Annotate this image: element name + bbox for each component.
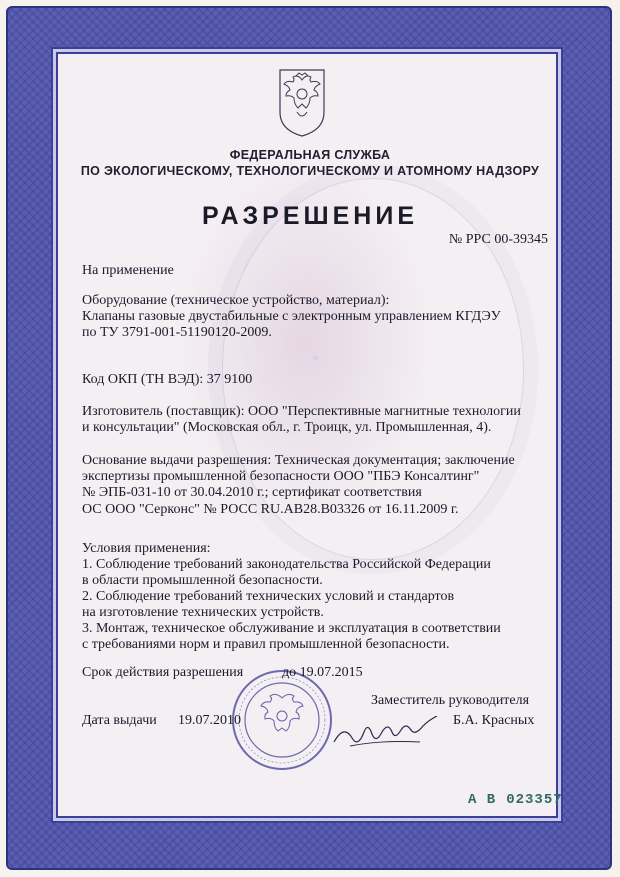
manufacturer-line: Изготовитель (поставщик): ООО "Перспективные магнитные технологии [82, 404, 521, 419]
validity-period [82, 665, 363, 681]
validity-value: до 19.07.2015 [282, 665, 363, 680]
basis-line: ОС ООО "Серконс" № РОСС RU.AB28.B03326 от 16.11.2009 г. [82, 502, 459, 517]
conditions-title: Условия применения: [82, 541, 211, 556]
equipment-line: Клапаны газовые двустабильные с электронным управлением КГДЭУ [82, 309, 501, 324]
condition-line: 1. Соблюдение требований законодательства Российской Федерации [82, 557, 491, 572]
equipment-line: по ТУ 3791-001-51190120-2009. [82, 325, 272, 340]
coat-of-arms-emblem-icon [277, 66, 327, 138]
signer-name: Б.А. Красных [453, 713, 535, 728]
equipment-label: Оборудование (техническое устройство, материал): [82, 293, 390, 308]
validity-label: Срок действия разрешения [82, 665, 244, 680]
serial-series: А В [468, 792, 497, 808]
okp-code: Код ОКП (ТН ВЭД): 37 9100 [82, 372, 253, 387]
purpose-text: На применение [82, 263, 174, 278]
basis-line: экспертизы промышленной безопасности ООО "ПБЭ Консалтинг" [82, 469, 480, 484]
agency-name-line1: ФЕДЕРАЛЬНАЯ СЛУЖБА [229, 148, 391, 162]
basis-line: Основание выдачи разрешения: Техническая документация; заключение [82, 453, 515, 468]
signature [330, 716, 450, 756]
condition-line: на изготовление технических устройств. [82, 605, 324, 620]
issue-date-value: 19.07.2010 [178, 713, 241, 728]
serial-value: 023357 [506, 792, 563, 808]
basis-line: № ЭПБ-031-10 от 30.04.2010 г.; сертификат соответствия [82, 485, 422, 500]
agency-name-line2: ПО ЭКОЛОГИЧЕСКОМУ, ТЕХНОЛОГИЧЕСКОМУ И АТОМНОМУ НАДЗОРУ [80, 164, 540, 178]
signer-title: Заместитель руководителя [371, 693, 530, 708]
issue-date [82, 713, 241, 729]
condition-line: 3. Монтаж, техническое обслуживание и эксплуатация в соответствии [82, 621, 501, 636]
official-stamp [230, 668, 334, 772]
condition-line: 2. Соблюдение требований технических условий и стандартов [82, 589, 455, 604]
serial-number [468, 792, 563, 808]
document-title: РАЗРЕШЕНИЕ [201, 202, 419, 230]
issue-date-label: Дата выдачи [82, 713, 157, 728]
condition-line: с требованиями норм и правил промышленной безопасности. [82, 637, 450, 652]
permit-number: № РРС 00-39345 [448, 232, 548, 247]
manufacturer-line: и консультации" (Московская обл., г. Троицк, ул. Промышленная, 4). [82, 420, 492, 435]
condition-line: в области промышленной безопасности. [82, 573, 323, 588]
